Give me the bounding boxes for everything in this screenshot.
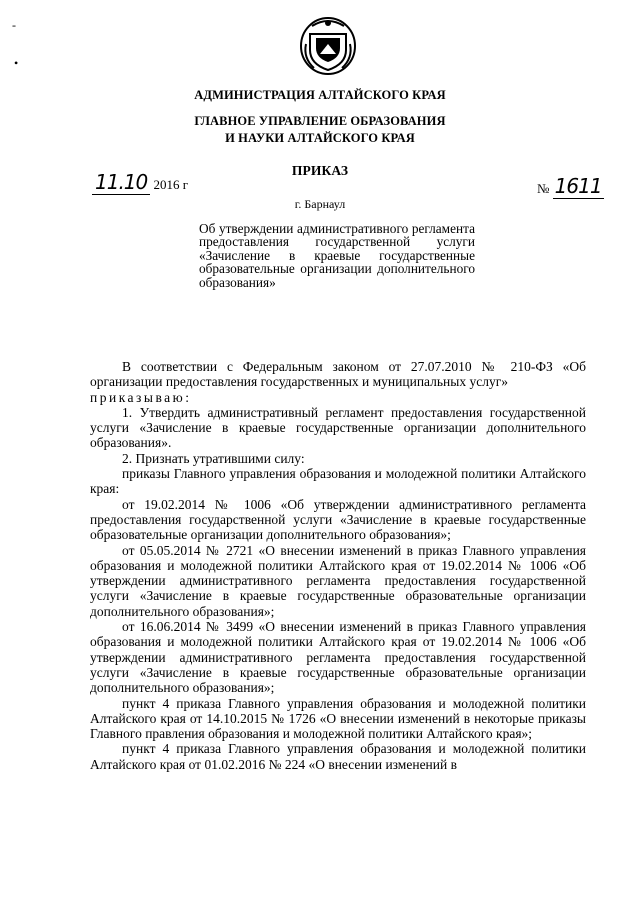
preamble-paragraph: В соответствии с Федеральным законом от 27.07.2010 № 210-ФЗ «Об организации предоставления государственных и муниципальных услуг» [90,359,586,390]
order-body [90,359,586,772]
department-title-line-2: И НАУКИ АЛТАЙСКОГО КРАЯ [225,131,415,145]
number-prefix: № [537,181,550,196]
item-2-paragraph: 2. Признать утратившими силу: [122,450,305,466]
margin-mark-dot: • [14,56,19,70]
order-subject: Об утверждении административного регламента предоставления государственной услуги «Зачисление в краевые государственные образовательные организации дополнительного образования» [199,221,475,290]
repealed-order-2721: от 05.05.2014 № 2721 «О внесении изменений в приказ Главного управления образования и молодежной политики Алтайского края от 19.02.2014 № 1006 «Об утверждении административного регламента предоставления государственной услуги «Зачисление в краевые государственные образовательные организации дополнительного образования»; [90,542,586,619]
order-keyword: приказываю: [90,389,192,405]
date-year: 2016 г [153,177,189,192]
repealed-clause-224: пункт 4 приказа Главного управления образования и молодежной политики Алтайского края от 01.02.2016 № 224 «О внесении изменений в [90,741,586,772]
repealed-orders-intro: приказы Главного управления образования и молодежной политики Алтайского края: [90,466,586,497]
department-title-line-1: ГЛАВНОЕ УПРАВЛЕНИЕ ОБРАЗОВАНИЯ [194,114,446,128]
repealed-clause-1726: пункт 4 приказа Главного управления образования и молодежной политики Алтайского края от 14.10.2015 № 1726 «О внесении изменений в некоторые приказы Главного правления образования и молодежной политики Алтайского края»; [90,695,586,742]
item-1-paragraph: 1. Утвердить административный регламент предоставления государственной услуги «Зачисление в краевые государственные организации дополнительного образования». [90,404,586,451]
handwritten-number: 1611 [554,174,602,198]
handwritten-date: 11.10 [92,170,150,195]
repealed-order-1006: от 19.02.2014 № 1006 «Об утверждении административного регламента предоставления государственной услуги «Зачисление в краевые государственные образовательные организации дополнительного образования»; [90,496,586,543]
coat-of-arms-emblem [298,14,358,76]
margin-mark-top: - [12,18,16,32]
administration-title: АДМИНИСТРАЦИЯ АЛТАЙСКОГО КРАЯ [194,88,446,102]
document-type-title: ПРИКАЗ [291,163,349,178]
repealed-order-3499: от 16.06.2014 № 3499 «О внесении изменений в приказ Главного управления образования и молодежной политики Алтайского края от 19.02.2014 № 1006 «Об утверждении административного регламента предоставления государственной услуги «Зачисление в краевые государственные образовательные организации дополнительного образования»; [90,619,586,696]
document-number [537,174,604,198]
city-line: г. Барнаул [294,197,346,211]
